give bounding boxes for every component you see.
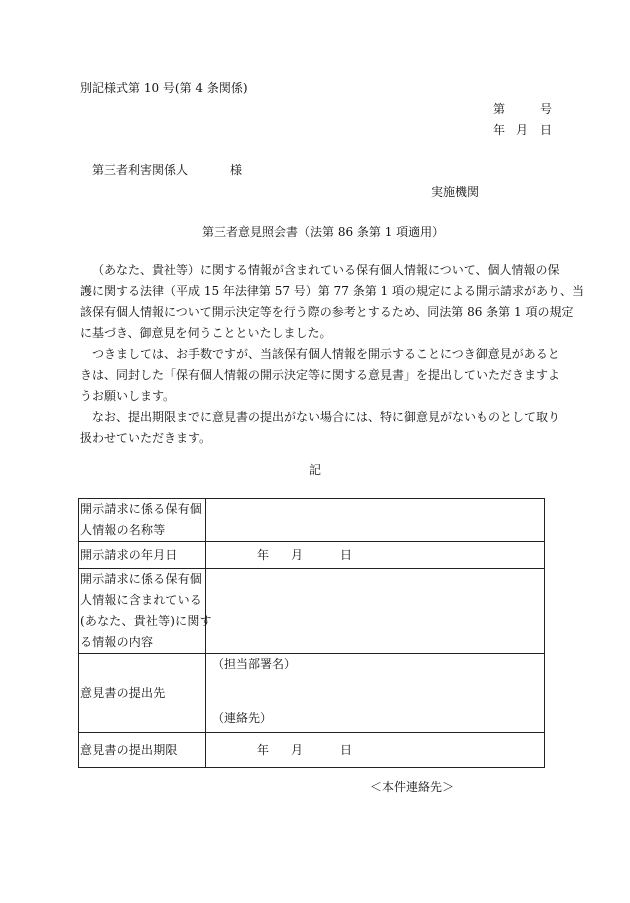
body-line: なお、提出期限までに意見書の提出がない場合には、特に御意見がないものとして取り (92, 410, 561, 424)
addressee-name: 第三者利害関係人 (92, 163, 189, 177)
deadline-day: 日 (340, 743, 353, 757)
body-line: 扱わせていただきます。 (80, 431, 212, 445)
submission-deadline-field[interactable] (206, 733, 545, 768)
label-line: 人情報の名称等 (80, 523, 166, 537)
request-date-field[interactable] (206, 542, 545, 569)
document-title: 第三者意見照会書（法第 86 条第 1 項適用） (202, 225, 445, 239)
ki-heading: 記 (309, 463, 322, 477)
sender-agency: 実施機関 (431, 185, 480, 199)
row-label-request-date (79, 542, 206, 569)
row-label-info-content (79, 569, 212, 654)
date-month-label: 月 (516, 123, 529, 137)
label-line: 開示請求の年月日 (80, 547, 178, 562)
label-line: (あなた、貴社等)に関す (80, 614, 212, 628)
body-line: （あなた、貴社等）に関する情報が含まれている保有個人情報について、個人情報の保 (92, 263, 560, 277)
document-name-field[interactable] (206, 499, 545, 542)
table-row (79, 654, 545, 733)
document-number-suffix: 号 (540, 102, 553, 116)
department-label: （担当部署名） (212, 657, 297, 671)
label-line: る情報の内容 (80, 635, 154, 649)
body-line: うお願いします。 (80, 389, 176, 403)
label-line: 人情報に含まれている (80, 593, 203, 607)
request-date-day: 日 (340, 548, 353, 562)
body-paragraph-3 (80, 407, 561, 449)
body-line: に基づき、御意見を伺うことといたしました。 (80, 326, 332, 340)
body-line: 護に関する法律（平成 15 年法律第 57 号）第 77 条第 1 項の規定による開示請求があり、当 (80, 284, 584, 298)
date-year-label: 年 (493, 123, 506, 137)
form-reference: 別記様式第 10 号(第 4 条関係) (80, 81, 248, 95)
label-line: 意見書の提出先 (80, 685, 166, 700)
row-label-submission-destination (79, 654, 206, 733)
submission-destination-field[interactable] (206, 654, 545, 733)
body-paragraph-2 (80, 344, 561, 407)
label-line: 開示請求に係る保有個 (80, 502, 203, 516)
deadline-month: 月 (291, 743, 304, 757)
addressee-honorific: 様 (230, 163, 243, 177)
body-line: 該保有個人情報について開示決定等を行う際の参考とするため、同法第 86 条第 1 項の規定 (80, 305, 574, 319)
label-line: 開示請求に係る保有個 (80, 572, 203, 586)
document-number-prefix: 第 (493, 102, 506, 116)
row-label-document-name (79, 499, 206, 542)
table-row (79, 499, 545, 542)
date-day-label: 日 (540, 123, 553, 137)
body-line: つきましては、お手数ですが、当該保有個人情報を開示することにつき御意見があると (92, 347, 560, 361)
label-line: 意見書の提出期限 (80, 742, 178, 757)
contact-label: （連絡先） (212, 711, 273, 725)
table-row (79, 569, 545, 654)
table-row (79, 542, 545, 569)
body-paragraph-1 (80, 260, 584, 344)
table-row (79, 733, 545, 768)
info-table (78, 498, 545, 768)
info-content-field[interactable] (206, 569, 545, 654)
deadline-year: 年 (257, 743, 270, 757)
request-date-year: 年 (257, 548, 270, 562)
request-date-month: 月 (291, 548, 304, 562)
body-line: きは、同封した「保有個人情報の開示決定等に関する意見書」を提出していただきますよ (80, 368, 561, 382)
contact-heading: ＜本件連絡先＞ (370, 780, 455, 794)
row-label-submission-deadline (79, 733, 206, 768)
